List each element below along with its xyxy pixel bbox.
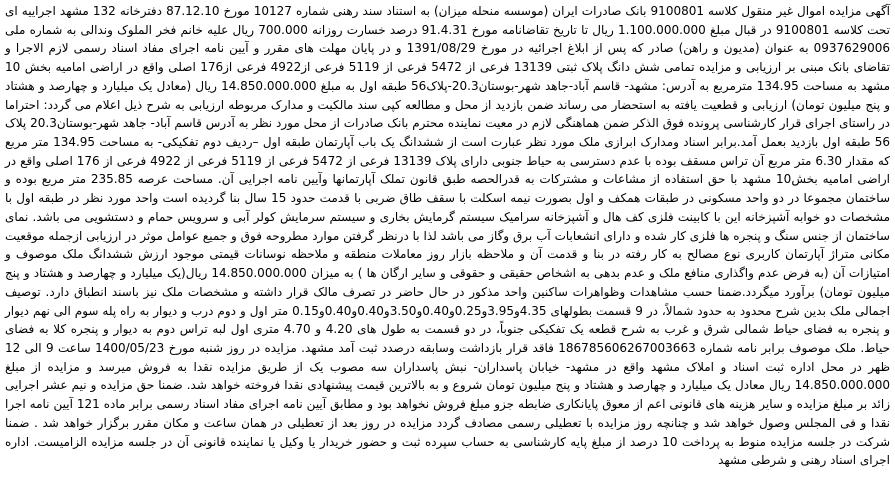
auction-notice-body: آگهی مزایده اموال غیر منقول کلاسه 9100801 بانک صادرات ایران (موسسه منحله میزان) به استناد سند رهنی شماره 10127 مورخ 87.12.10 دفترخانه 132 مشهد اجراییه ای تحت کلاسه 9100801 در قبال مبلغ 1.100.000.000 ریال تا تاریخ تقاضانامه مورخ 91.4.31 درصد خسارت روزانه 700.000 ریال علیه خانم فخر الملوک وندالی به شماره ملی 0937629006 به عنوان (مدیون و راهن) صادر که پس از ابلاغ اجرائیه در مورخ 1391/08/29 و در پایان مهلت های مقرر و آیین نامه اجرای مفاد اسناد رسمی لازم الاجرا و تقاضای بانک مبنی بر ارزیابی و مزایده تمامی شش دانگ پلاک ثبتی 13139 فرعی از 5472 فرعی از 5119 فرعی از4922 فرعی از176 اصلی واقع در اراضی امامیه بخش 10 مشهد به مساحت 134.95 مترمربع به آدرس: مشهد- قاسم آباد-جاهد شهر-بوستان20.3-پلاک56 طبقه اول به مبلغ 14.850.000.000 ریال (معادل یک میلیارد و چهارصد و هشتاد و پنج میلیون تومان) ارزیابی و قطعیت یافته به استحضار می رساند ضمن بازدید از محل و مطالعه کپی سند مالکیت و مدارک مربوطه ارزیابی به شرح ذیل اعلام می گردد: احتراما در راستای اجرای قرار کارشناسی پرونده فوق الذکر ضمن هماهنگی لازم در معیت نماینده محترم بانک صادرات از محل مورد نظر به آدرس قاسم آباد- جاهد شهر-بوستان20.3 پلاک 56 طبقه اول بازدید بعمل آمد.برابر اسناد ومدارک ابرازی ملک مورد نظر عبارت است از ششدانگ یک باب آپارتمان طبقه اول –ردیف دوم تفکیکی- به مساحت 134.95 متر مربع که مقدار 6.30 متر مربع آن تراس مسقف بوده با عدم دسترسی به حیاط جنوبی دارای پلاک 13139 فرعی از 5472 فرعی از 5119 فرعی از 4922 فرعی از 176 اصلی واقع در اراضی امامیه بخش10 مشهد با حق استفاده از مشاعات و مشترکات به قدرالحصه طبق قانون تملک آپارتمانها وآیین نامه اجرایی آن. مساحت عرصه 235.85 متر مربع بوده و ساختمان مجموعا در دو واحد مسکونی در طبقات همکف و اول بصورت نیمه اسکلت با سقف طاق ضربی با قدمت حدود 15 سال بنا گردیده است واحد مورد نظر در طبقه اول با مشخصات دو خوابه آشپزخانه این با کابینت فلزی کف هال و آشپزخانه سرامیک سیستم گرمایش بخاری و سیستم سرمایش کولر آبی و سرویس حمام و دستشویی می باشد. نمای ساختمان از جنس سنگ و پنجره ها فلزی کار شده و دارای انشعابات آب برق وگاز می باشد لذا با درنظر گرفتن موارد مطروحه فوق و جمیع عوامل موثر در ارزیابی ازجمله موقعیت مکانی متراژ آپارتمان کاربری نوع مصالح به کار رفته در بنا و قدمت آن و ملاحظه بازار روز معاملات منطقه و ملاحظه نوسانات قیمتی موجود ارزش ششدانگ ملک موصوف و امتیازات آن (به فرض عدم واگذاری منافع ملک و عدم بدهی به اشخاص حقیقی و حقوقی و سایر ارگان ها ) به میزان 14.850.000.000 ریال(یک میلیارد و چهارصد و هشتاد و پنج میلیون تومان) برآورد میگردد.ضمنا حسب مشاهدات وظواهرات ساکنین واحد مذکور در حال حاضر در تصرف مالک قرار داشته و مشخصات ملک نیز باسند انطباق دارد. توصیف اجمالی ملک بدین شرح محدود به حدود شمالاً، در 9 قسمت بطولهای 4.35و3.95و0.25و0.40و3.50و0.40و0.40و0.15 متر اول و دوم درب و دیوار به راه پله سوم الی نهم دیوار و پنجره به فضای حیاط شمالی شرق و غرب به شرح قطعه یک تفکیکی جنوباً، در دو قسمت به طول های 4.20 و 4.70 متری اول لبه تراس دوم به دیوار و پنجره کلا به فضای حیاط. ملک موصوف برابر نامه شماره 186785606267003663 فاقد قرار بازداشت وسابقه درصدد ثبت آمد مشهد. مزایده در روز شنبه مورخ 1400/05/23 ساعت 9 الی 12 ظهر در محل اداره ثبت اسناد و املاک مشهد واقع در مشهد- خیابان پاسداران- نبش پاسداران سه مصوب یک از طریق مزایده نقدا به فروش میرسد و مزایده از مبلغ 14.850.000.000 ریال معادل یک میلیارد و چهارصد و هشتاد و پنج میلیون تومان شروع و به بالاترین قیمت پیشنهادی نقدا فروخته خواهد شد. ضمنا حق مزایده و نیم عشر اجرایی زائد بر مبلغ مزایده و سایر هزینه های قانونی اعم از معوق پایانکاری ضابطه جزو مبلغ فروش نخواهد بود و مطابق آیین نامه اجرای مفاد اسناد رسمی برابر ماده 121 آیین نامه اجرا نقدا و فی المجلس وصول خواهد شد و چنانچه روز مزایده با تعطیلی رسمی مصادف گردد مزایده در روز بعد از تعطیلی در همان ساعت و مکان مقرر برگزار خواهد شد . ضمنا شرکت در جلسه مزایده منوط به پرداخت 10 درصد از مبلغ پایه کارشناسی به حساب سپرده ثبت و حضور خریدار یا وکیل یا نماینده قانونی آن در جلسه مزایده الزامیست. اداره اجرای اسناد رهنی و شرطی مشهد [5, 4, 891, 468]
